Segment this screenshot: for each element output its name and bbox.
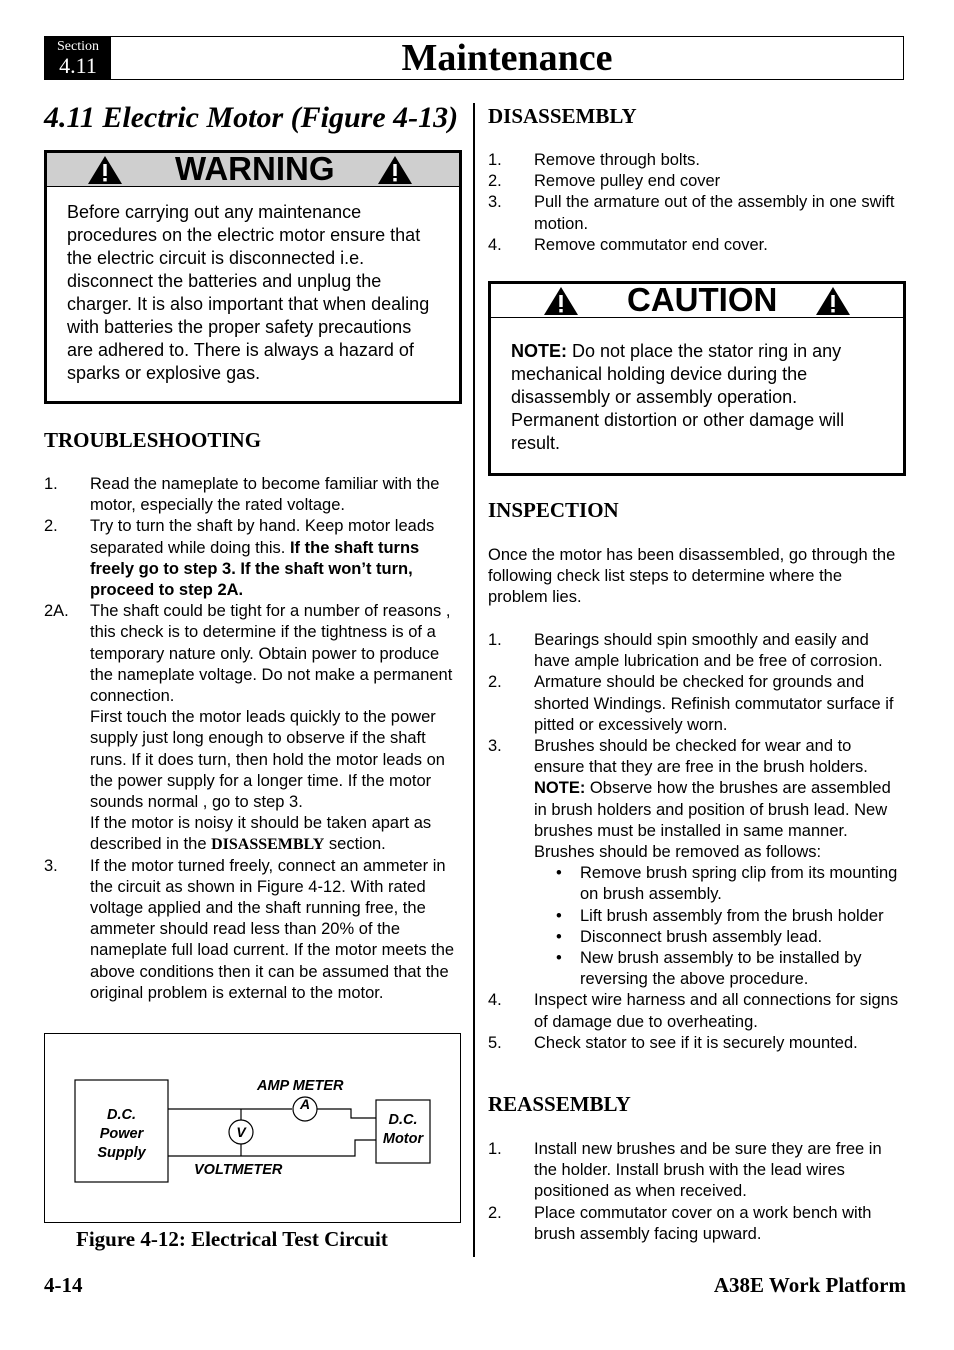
product-name: A38E Work Platform (713, 1273, 906, 1297)
list-number: 3. (488, 193, 502, 212)
list-item (44, 516, 464, 601)
page-title: Maintenance (401, 37, 613, 79)
bullet-item (534, 948, 906, 990)
inspection-heading: INSPECTION (488, 498, 619, 522)
bullet-item (534, 863, 906, 905)
list-number: 1. (488, 1140, 502, 1158)
list-text: Read the nameplate to become familiar with the motor, especially the rated voltage. (90, 475, 440, 515)
bullet-icon: • (556, 949, 562, 968)
electrical-test-circuit-figure (44, 1033, 461, 1223)
list-text: Remove commutator end cover. (534, 235, 768, 254)
bullet-icon: • (556, 927, 562, 946)
power-supply-label-line: Supply (97, 1145, 146, 1161)
warning-banner (47, 150, 459, 187)
list-number: 2. (488, 673, 502, 692)
list-item (488, 1033, 906, 1054)
list-item (488, 1203, 906, 1245)
list-text: Bearings should spin smoothly and easily and have ample lubrication and be free of corrosion. (534, 631, 883, 671)
bullet-text: New brush assembly to be installed by reversing the above procedure. (580, 949, 862, 989)
list-text: Remove pulley end cover (534, 172, 721, 191)
list-text: First touch the motor leads quickly to the power supply just long enough to observe if the shaft runs. If it does turn, then hold the motor leads on the power supply for a longer time. If the motor sounds normal , go to step 3. (90, 708, 445, 812)
caution-title: CAUTION (627, 281, 778, 318)
note-label: NOTE: (511, 341, 567, 361)
list-item (488, 1139, 906, 1203)
bullet-text: Lift brush assembly from the brush holder (580, 906, 884, 925)
list-number: 1. (488, 631, 502, 649)
motor-label-line: Motor (382, 1131, 424, 1147)
list-text: Place commutator cover on a work bench with brush assembly facing upward. (534, 1203, 872, 1243)
list-text: Remove through bolts. (534, 151, 701, 169)
list-number: 3. (44, 856, 58, 875)
bullet-icon: • (556, 864, 562, 883)
warning-triangle-icon (377, 155, 413, 185)
caution-body: Do not place the stator ring in any mechanical holding device during the disassembly or assembly operation. Permanent distortion or other damage will result. (511, 341, 845, 453)
list-number: 1. (44, 475, 58, 493)
warning-triangle-icon (543, 286, 579, 316)
list-item (488, 736, 906, 990)
list-text-segment: If the motor is noisy it should be taken apart as described in the (90, 814, 432, 854)
section-label: Section (57, 39, 99, 54)
list-text: The shaft could be tight for a number of reasons , this check is to determine if the tightness is of a temporary nature only. Obtain power to produce the nameplate voltage. Do not make a permanent connection. (90, 602, 453, 706)
list-number: 1. (488, 151, 502, 169)
list-text: Armature should be checked for grounds and shorted Windings. Refinish commutator surface if pitted or excessively worn. (534, 673, 894, 734)
bullet-item (534, 927, 906, 948)
voltmeter-letter: V (236, 1124, 246, 1140)
list-text-segment: section. (324, 835, 386, 854)
list-item (488, 192, 906, 234)
list-item (44, 474, 464, 516)
list-item (44, 601, 464, 855)
power-supply-label-line: D.C. (107, 1107, 136, 1123)
section-heading: 4.11 Electric Motor (Figure 4-13) (44, 101, 459, 134)
list-number: 2. (488, 1203, 502, 1222)
list-item (488, 630, 906, 672)
motor-label-line: D.C. (388, 1112, 418, 1128)
note-text: Observe how the brushes are assembled in brush holders and position of brush lead. New brushes must be installed in same manner. Brushes should be removed as follows: (534, 779, 891, 862)
troubleshooting-heading: TROUBLESHOOTING (44, 428, 262, 452)
troubleshooting-list (44, 474, 464, 1004)
figure-caption: Figure 4-12: Electrical Test Circuit (76, 1227, 388, 1251)
amp-meter-label: AMP METER (257, 1078, 344, 1094)
section-number: 4.11 (59, 53, 97, 78)
list-text-bold: If the shaft turns freely go to step 3. If the shaft won’t turn, proceed to step 2A. (90, 538, 420, 600)
list-text: Check stator to see if it is securely mounted. (534, 1033, 858, 1052)
power-supply-label (75, 1106, 168, 1163)
list-note (534, 778, 906, 863)
inspection-intro: Once the motor has been disassembled, go through the following check list steps to determine where the problem lies. (488, 546, 896, 607)
list-number: 4. (488, 235, 502, 254)
disassembly-list (488, 150, 906, 256)
list-text (90, 813, 464, 855)
list-item (488, 990, 906, 1032)
warning-triangle-icon (815, 286, 851, 316)
list-text: Try to turn the shaft by hand. Keep motor leads separated while doing this. (90, 517, 435, 557)
reassembly-heading: REASSEMBLY (488, 1092, 631, 1116)
wire-bottom (168, 1140, 376, 1156)
warning-title: WARNING (175, 150, 335, 187)
list-text: Brushes should be checked for wear and to ensure that they are free in the brush holders. (534, 737, 868, 777)
caution-text (511, 340, 883, 455)
list-text: If the motor turned freely, connect an ammeter in the circuit as shown in Figure 4-12. With rated voltage applied and the shaft running free, the ammeter should read less than 20% of the nameplate full load current. If the motor meets the above conditions then it can be assumed that the original problem is external to the motor. (90, 856, 455, 1002)
disassembly-heading: DISASSEMBLY (488, 104, 637, 128)
list-text: Pull the armature out of the assembly in one swift motion. (534, 193, 895, 233)
warning-triangle-icon (87, 155, 123, 185)
warning-box (44, 150, 462, 404)
list-number: 3. (488, 737, 502, 756)
list-item (488, 171, 906, 192)
list-number: 4. (488, 991, 502, 1010)
inspection-list (488, 630, 906, 1054)
note-label: NOTE: (534, 779, 586, 798)
list-number: 2. (44, 517, 58, 536)
motor-label (376, 1111, 430, 1149)
list-item (488, 150, 906, 171)
page-header (44, 36, 904, 80)
bullet-text: Disconnect brush assembly lead. (580, 927, 823, 946)
page-number: 4-14 (44, 1273, 83, 1297)
caution-banner (491, 281, 903, 318)
power-supply-label-line: Power (99, 1126, 144, 1142)
bullet-item (534, 906, 906, 927)
warning-text: Before carrying out any maintenance procedures on the electric motor ensure that the electric circuit is disconnected i.e. disconnect the batteries and unplug the charger. It is also important that when dealing with batteries the proper safety precautions are adhered to. There is always a hazard of sparks or explosive gas. (67, 202, 430, 383)
section-reference: DISASSEMBLY (211, 836, 325, 854)
voltmeter-label: VOLTMETER (194, 1162, 283, 1178)
list-number: 2A. (44, 602, 69, 621)
column-divider (473, 103, 475, 1257)
list-text: Install new brushes and be sure they are free in the holder. Install brush with the lead wires positioned as when received. (534, 1140, 882, 1201)
list-item (488, 235, 906, 256)
bullet-text: Remove brush spring clip from its mounting on brush assembly. (580, 864, 898, 904)
wire-top-right (317, 1109, 376, 1118)
bullet-icon: • (556, 906, 562, 925)
list-number: 2. (488, 172, 502, 191)
section-badge (45, 37, 111, 79)
list-number: 5. (488, 1033, 502, 1052)
list-text: Inspect wire harness and all connections for signs of damage due to overheating. (534, 991, 899, 1031)
list-item (488, 672, 906, 736)
ammeter-letter: A (299, 1096, 311, 1112)
list-item (44, 856, 464, 1004)
caution-box (488, 281, 906, 476)
reassembly-list (488, 1139, 906, 1245)
